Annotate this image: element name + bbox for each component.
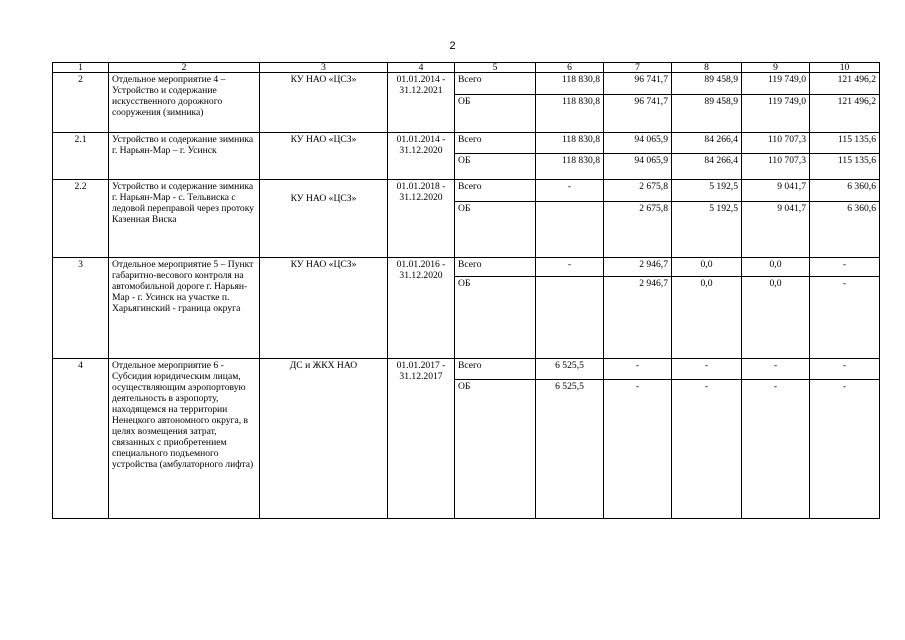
table-row [53,73,880,95]
value-col-7: 2 675,8 [604,202,672,258]
funding-source: Всего [455,180,536,202]
col-header-2: 2 [109,63,260,73]
activity-name: Устройство и содержание зимника г. Нарьян-Мар – г. Усинск [109,133,260,180]
value-col-10: 121 496,2 [810,73,880,95]
value-col-9: 119 749,0 [742,95,810,133]
period: 01.01.2014 - 31.12.2021 [388,73,455,133]
value-col-8: 5 192,5 [672,202,742,258]
funding-source: ОБ [455,202,536,258]
col-header-8: 8 [672,63,742,73]
row-number: 2 [53,73,109,133]
value-col-10: 121 496,2 [810,95,880,133]
value-col-10: - [810,258,880,277]
value-col-10: 115 135,6 [810,154,880,180]
funding-source: ОБ [455,95,536,133]
row-number: 2.1 [53,133,109,180]
executor: КУ НАО «ЦСЗ» [260,133,388,180]
activity-name: Отдельное мероприятие 6 - Субсидия юридическим лицам, осуществляющим аэропортовую деятельность в аэропорту, находящемся на территории Ненецкого автономного округа, в целях возмещения затрат, связанных с приобретением специального подъемного устройства (амбулаторного лифта) [109,359,260,519]
value-col-9: 110 707,3 [742,154,810,180]
program-activities-table [52,62,880,519]
activity-name: Устройство и содержание зимника г. Нарьян-Мар - с. Тельвиска с ледовой переправой через протоку Казенная Виска [109,180,260,258]
executor: КУ НАО «ЦСЗ» [260,258,388,359]
funding-source: ОБ [455,154,536,180]
activity-name: Отдельное мероприятие 5 – Пункт габаритно-весового контроля на автомобильной дороге г. Нарьян-Мар - г. Усинск на участке п. Харьягинский - граница округа [109,258,260,359]
value-col-7: - [604,359,672,380]
value-col-9: 110 707,3 [742,133,810,154]
value-col-10: - [810,277,880,359]
value-col-8: - [672,380,742,519]
value-col-9: 9 041,7 [742,202,810,258]
col-header-1: 1 [53,63,109,73]
period: 01.01.2016 - 31.12.2020 [388,258,455,359]
col-header-6: 6 [536,63,604,73]
value-col-7: 2 946,7 [604,277,672,359]
col-header-9: 9 [742,63,810,73]
row-number: 2.2 [53,180,109,258]
value-col-7: - [604,380,672,519]
table-row [53,359,880,380]
funding-source: ОБ [455,277,536,359]
activity-name: Отдельное мероприятие 4 – Устройство и содержание искусственного дорожного сооружения (зимника) [109,73,260,133]
value-col-7: 2 675,8 [604,180,672,202]
funding-source: Всего [455,133,536,154]
table-row [53,258,880,277]
funding-source: Всего [455,258,536,277]
executor: КУ НАО «ЦСЗ» [260,180,388,258]
executor: ДС и ЖКХ НАО [260,359,388,519]
col-header-7: 7 [604,63,672,73]
col-header-10: 10 [810,63,880,73]
column-number-row [53,63,880,73]
period: 01.01.2018 - 31.12.2020 [388,180,455,258]
funding-source: Всего [455,359,536,380]
value-col-6 [536,202,604,258]
value-col-6: 118 830,8 [536,133,604,154]
col-header-3: 3 [260,63,388,73]
value-col-7: 2 946,7 [604,258,672,277]
period: 01.01.2014 - 31.12.2020 [388,133,455,180]
row-number: 3 [53,258,109,359]
funding-source: ОБ [455,380,536,519]
table-row [53,133,880,154]
value-col-6: 6 525,5 [536,359,604,380]
value-col-8: 84 266,4 [672,154,742,180]
table-row [53,180,880,202]
value-col-10: 6 360,6 [810,202,880,258]
value-col-6 [536,277,604,359]
value-col-8: 89 458,9 [672,95,742,133]
value-col-9: - [742,359,810,380]
row-number: 4 [53,359,109,519]
value-col-8: 0,0 [672,258,742,277]
value-col-9: 119 749,0 [742,73,810,95]
value-col-10: 6 360,6 [810,180,880,202]
value-col-6: - [536,180,604,202]
col-header-5: 5 [455,63,536,73]
value-col-10: 115 135,6 [810,133,880,154]
page-number: 2 [449,40,456,52]
executor: КУ НАО «ЦСЗ» [260,73,388,133]
value-col-8: - [672,359,742,380]
value-col-6: 118 830,8 [536,154,604,180]
value-col-9: - [742,380,810,519]
value-col-10: - [810,359,880,380]
value-col-8: 0,0 [672,277,742,359]
value-col-7: 96 741,7 [604,73,672,95]
value-col-7: 94 065,9 [604,154,672,180]
value-col-6: 118 830,8 [536,95,604,133]
value-col-8: 5 192,5 [672,180,742,202]
value-col-9: 0,0 [742,258,810,277]
value-col-9: 9 041,7 [742,180,810,202]
value-col-10: - [810,380,880,519]
value-col-7: 94 065,9 [604,133,672,154]
period: 01.01.2017 - 31.12.2017 [388,359,455,519]
funding-source: Всего [455,73,536,95]
value-col-8: 84 266,4 [672,133,742,154]
value-col-8: 89 458,9 [672,73,742,95]
value-col-7: 96 741,7 [604,95,672,133]
value-col-6: - [536,258,604,277]
value-col-6: 6 525,5 [536,380,604,519]
value-col-6: 118 830,8 [536,73,604,95]
col-header-4: 4 [388,63,455,73]
value-col-9: 0,0 [742,277,810,359]
